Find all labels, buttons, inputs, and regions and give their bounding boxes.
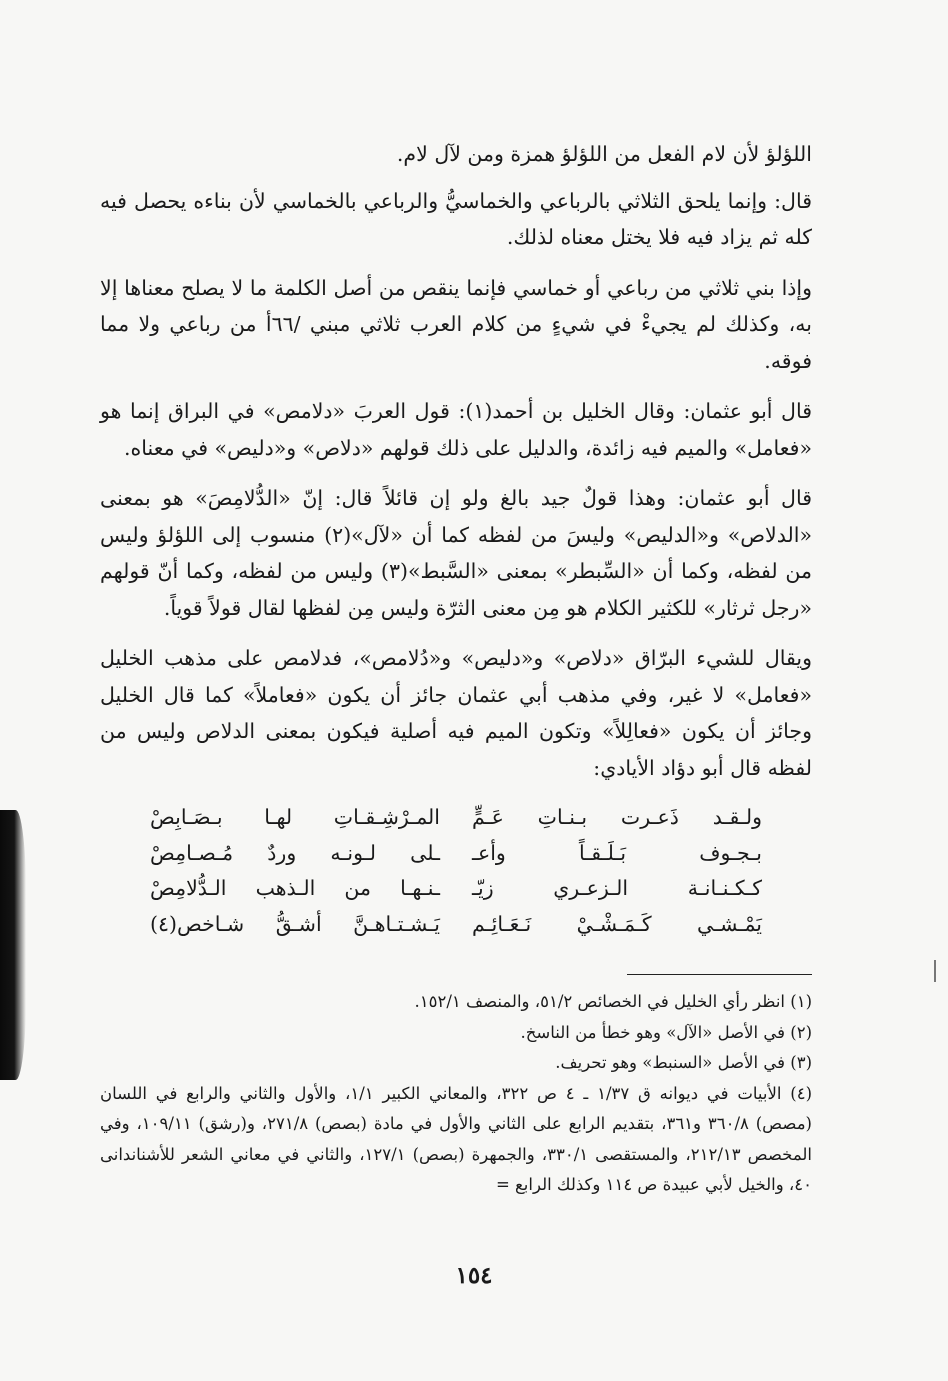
- verse-line-1: [100, 800, 812, 836]
- footnote-separator: [627, 974, 812, 975]
- verse-hemistich-second: ـلى لـونـه وردٌ مُـصـامِصْ: [150, 840, 440, 865]
- footnote-1: (١) انظر رأي الخليل في الخصائص ٥١/٢، والمنصف ١٥٢/١.: [414, 992, 812, 1011]
- verse-line-2: [100, 836, 812, 872]
- paragraph-5: قال أبو عثمان: وهذا قولٌ جيد بالغ ولو إن قائلاً قال: إنّ «الدُّلامِصَ» هو بمعنى «الدلاص» و«الدليص» وليسَ من لفظه كما أن «لآل»(٢) منسوب إلى اللؤلؤ وليس من لفظه، وكما أن «السِّبطر» بمعنى «السَّبط»(٣) وليس من لفظه، وكما أنّ قولهم «رجل ثرثار» للكثير الكلام هو مِن معنى الثرّة وليس مِن لفظها لقال قولاً قوياً.: [100, 486, 812, 620]
- scan-edge-mark: [934, 960, 936, 982]
- verse-line-4: [100, 907, 812, 943]
- footnote-4: (٤) الأبيات في ديوانه ق ١/٣٧ ـ ٤ ص ٣٢٢، والمعاني الكبير ١/١، والأول والثاني والرابع في اللسان (مصص) ٣٦٠/٨ و٣٦١، بتقديم الرابع على الثاني والأول في مادة (بصص) ٢٧١/٨، و(رشق) ١٠٩/١١، وفي المخصص ٢١٢/١٣، والمستقصى ٣٣٠/١، والجمهرة (بصص) ١٢٧/١، والثاني في معاني الشعر للأشناندانى ٤٠، والخيل لأبي عبيدة ص ١١٤ وكذلك الرابع =: [100, 1083, 813, 1194]
- verse-line-3: [100, 871, 812, 907]
- page-body: [100, 136, 812, 1201]
- footnote-3: (٣) في الأصل «السنبط» وهو تحريف.: [555, 1053, 812, 1072]
- paragraph-1: اللؤلؤ لأن لام الفعل من اللؤلؤ همزة ومن لآل لام.: [396, 142, 812, 166]
- paragraph-4: قال أبو عثمان: وقال الخليل بن أحمد(١): قول العربَ «دلامص» في البراق إنما هو «فعامل» والميم فيه زائدة، والدليل على ذلك قولهم «دلاص» و«دليص» في معناه.: [100, 399, 812, 460]
- poem-verses: [100, 800, 812, 942]
- verse-hemistich-first: ولـقـد ذَعـرت بـنـاتِ عَـمٍّ: [472, 805, 762, 829]
- paragraph-6: ويقال للشيء البرّاق «دلاص» و«دليص» و«دُلامص»، فدلامص على مذهب الخليل «فعامل» لا غير، وفي مذهب أبي عثمان جائز أن يكون «فعاملاً» كما قال الخليل وجائز أن يكون «فعالِلاً» وتكون الميم فيه أصلية فيكون بمعنى الدلاص وليس من لفظه قال أبو دؤاد الأيادي:: [100, 646, 812, 780]
- footnote-2: (٢) في الأصل «الآل» وهو خطأ من الناسخ.: [520, 1022, 812, 1042]
- verse-hemistich-first: كـكـنـانـة الـزعـري زيّـ: [472, 876, 762, 900]
- verse-hemistich-first: بـجـوف بَـلَـقـاً وأعـ: [472, 840, 762, 865]
- scan-edge-shadow: [0, 810, 26, 1080]
- page-number: ١٥٤: [455, 1262, 493, 1289]
- verse-hemistich-second: المـرْشِـقـاتِ لهـا بـصَـابِصْ: [150, 805, 440, 829]
- verse-hemistich-second: ـنـهـا من الـذهب الـدُّلامِصْ: [150, 876, 440, 900]
- paragraph-2: قال: وإنما يلحق الثلاثي بالرباعي والخماسيُّ والرباعي بالخماسي لأن بناءه يحصل فيه كله ثم يزاد فيه فلا يختل معناه لذلك.: [100, 188, 812, 249]
- verse-hemistich-first: يَمْـشـي كَـمَـشْـيْ نَـعَـائِـم: [472, 911, 762, 936]
- paragraph-3: وإذا بني ثلاثي من رباعي أو خماسي فإنما ينقص من أصل الكلمة ما لا يصلح معناها إلا به، وكذلك لم يجيءْ في شيءٍ من كلام العرب ثلاثي مبني /٦٦أ من رباعي ولا مما فوقه.: [100, 275, 812, 373]
- verse-hemistich-second: يَـشـتـاهـنَّ أشـقُّ شـاخص(٤): [150, 911, 440, 936]
